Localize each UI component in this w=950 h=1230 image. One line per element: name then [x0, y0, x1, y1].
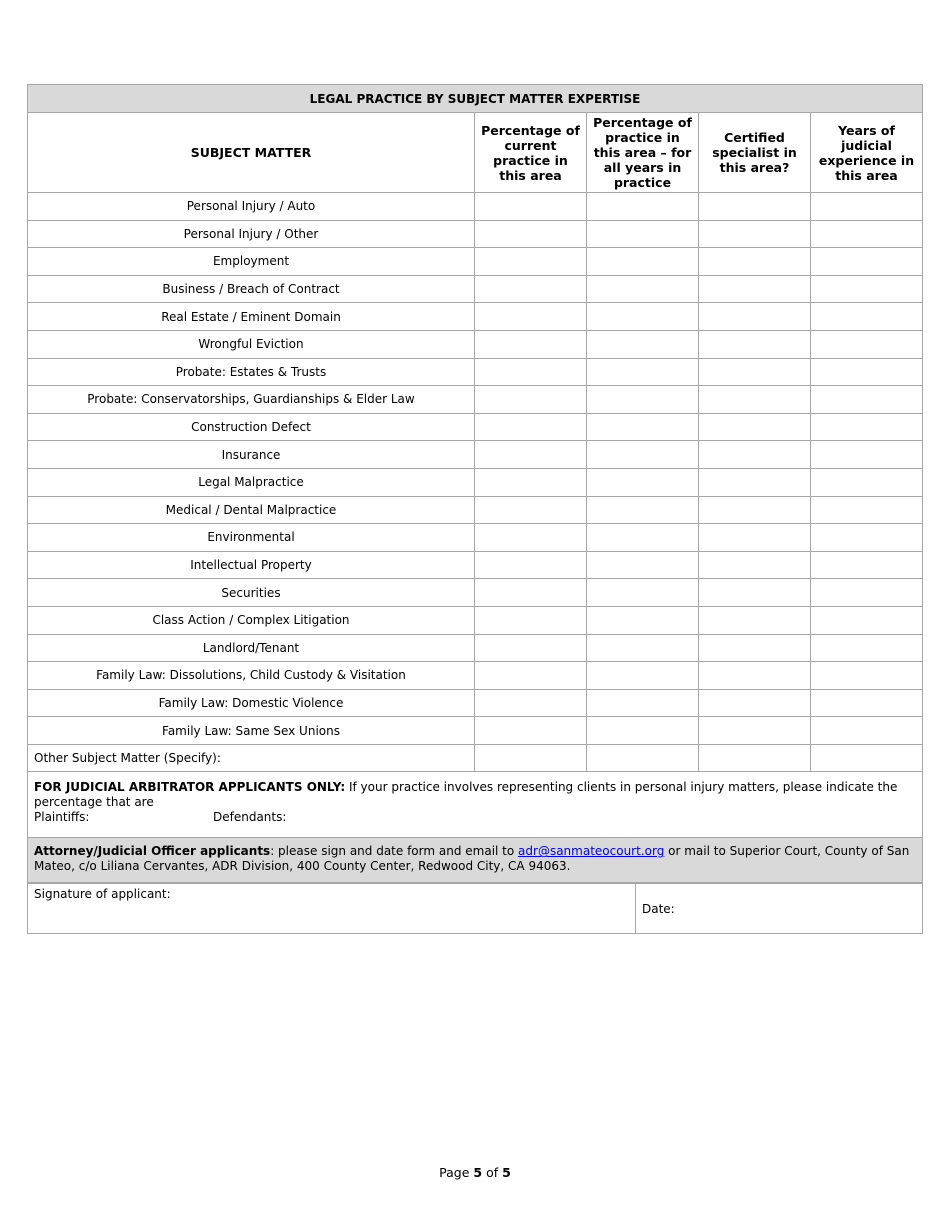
- current-percentage-cell[interactable]: [475, 634, 587, 662]
- table-row: [28, 524, 923, 552]
- total-pages: 5: [502, 1165, 511, 1180]
- certified-specialist-cell[interactable]: [699, 496, 811, 524]
- all-years-percentage-cell[interactable]: [587, 386, 699, 414]
- column-header-all-years-percentage: Percentage of practice in this area – for all years in practice: [587, 113, 699, 193]
- subject-matter-label: Other Subject Matter (Specify):: [28, 744, 475, 772]
- current-percentage-cell[interactable]: [475, 496, 587, 524]
- certified-specialist-cell[interactable]: [699, 413, 811, 441]
- certified-specialist-cell[interactable]: [699, 689, 811, 717]
- judicial-experience-cell[interactable]: [811, 220, 923, 248]
- certified-specialist-cell[interactable]: [699, 468, 811, 496]
- judicial-experience-cell[interactable]: [811, 689, 923, 717]
- judicial-experience-cell[interactable]: [811, 386, 923, 414]
- subject-matter-label: Legal Malpractice: [28, 468, 475, 496]
- certified-specialist-cell[interactable]: [699, 303, 811, 331]
- subject-matter-label: Family Law: Dissolutions, Child Custody & Visitation: [28, 662, 475, 690]
- current-percentage-cell[interactable]: [475, 606, 587, 634]
- certified-specialist-cell[interactable]: [699, 744, 811, 772]
- table-row: [28, 193, 923, 221]
- subject-matter-label: Probate: Estates & Trusts: [28, 358, 475, 386]
- table-row: [28, 551, 923, 579]
- current-percentage-cell[interactable]: [475, 330, 587, 358]
- signature-table: [27, 883, 923, 934]
- all-years-percentage-cell[interactable]: [587, 634, 699, 662]
- submission-note-text: : please sign and date form and email to: [270, 844, 519, 859]
- certified-specialist-cell[interactable]: [699, 634, 811, 662]
- table-row: [28, 441, 923, 469]
- certified-specialist-cell[interactable]: [699, 220, 811, 248]
- subject-matter-label: Intellectual Property: [28, 551, 475, 579]
- certified-specialist-cell[interactable]: [699, 606, 811, 634]
- certified-specialist-cell[interactable]: [699, 441, 811, 469]
- current-percentage-cell[interactable]: [475, 744, 587, 772]
- subject-matter-label: Landlord/Tenant: [28, 634, 475, 662]
- judicial-experience-cell[interactable]: [811, 496, 923, 524]
- column-header-certified-specialist: Certified specialist in this area?: [699, 113, 811, 193]
- all-years-percentage-cell[interactable]: [587, 606, 699, 634]
- certified-specialist-cell[interactable]: [699, 330, 811, 358]
- certified-specialist-cell[interactable]: [699, 717, 811, 745]
- table-row: [28, 275, 923, 303]
- table-row: [28, 248, 923, 276]
- current-percentage-cell[interactable]: [475, 220, 587, 248]
- current-percentage-cell[interactable]: [475, 441, 587, 469]
- judicial-experience-cell[interactable]: [811, 579, 923, 607]
- column-header-current-percentage: Percentage of current practice in this area: [475, 113, 587, 193]
- certified-specialist-cell[interactable]: [699, 275, 811, 303]
- table-row: [28, 689, 923, 717]
- subject-matter-label: Construction Defect: [28, 413, 475, 441]
- certified-specialist-cell[interactable]: [699, 662, 811, 690]
- defendants-field[interactable]: Defendants:: [213, 810, 287, 825]
- subject-matter-label: Personal Injury / Auto: [28, 193, 475, 221]
- all-years-percentage-cell[interactable]: [587, 496, 699, 524]
- all-years-percentage-cell[interactable]: [587, 358, 699, 386]
- judicial-experience-cell[interactable]: [811, 330, 923, 358]
- judicial-experience-cell[interactable]: [811, 634, 923, 662]
- table-row: [28, 634, 923, 662]
- judicial-experience-cell[interactable]: [811, 413, 923, 441]
- table-row: [28, 358, 923, 386]
- judicial-experience-cell[interactable]: [811, 744, 923, 772]
- current-percentage-cell[interactable]: [475, 275, 587, 303]
- submission-note-address: or mail to Superior Court, County of San Mateo, c/o Liliana Cervantes, ADR Division, 400 County Center, Redwood City, CA 94063.: [34, 844, 910, 874]
- all-years-percentage-cell[interactable]: [587, 193, 699, 221]
- judicial-experience-cell[interactable]: [811, 441, 923, 469]
- all-years-percentage-cell[interactable]: [587, 330, 699, 358]
- judicial-experience-cell[interactable]: [811, 358, 923, 386]
- certified-specialist-cell[interactable]: [699, 524, 811, 552]
- column-header-subject-matter: SUBJECT MATTER: [28, 113, 475, 193]
- current-percentage-cell[interactable]: [475, 689, 587, 717]
- submission-note: [28, 838, 923, 883]
- all-years-percentage-cell[interactable]: [587, 413, 699, 441]
- subject-matter-label: Probate: Conservatorships, Guardianships & Elder Law: [28, 386, 475, 414]
- arbitrator-heading: FOR JUDICIAL ARBITRATOR APPLICANTS ONLY:: [34, 780, 346, 795]
- table-row: [28, 662, 923, 690]
- judicial-experience-cell[interactable]: [811, 551, 923, 579]
- page-number: [0, 1165, 950, 1180]
- current-percentage-cell[interactable]: [475, 524, 587, 552]
- certified-specialist-cell[interactable]: [699, 551, 811, 579]
- subject-matter-label: Real Estate / Eminent Domain: [28, 303, 475, 331]
- all-years-percentage-cell[interactable]: [587, 579, 699, 607]
- table-row: [28, 579, 923, 607]
- judicial-experience-cell[interactable]: [811, 275, 923, 303]
- certified-specialist-cell[interactable]: [699, 248, 811, 276]
- current-percentage-cell[interactable]: [475, 579, 587, 607]
- subject-matter-label: Family Law: Domestic Violence: [28, 689, 475, 717]
- table-row: [28, 330, 923, 358]
- judicial-experience-cell[interactable]: [811, 662, 923, 690]
- of-word: of: [486, 1165, 499, 1180]
- all-years-percentage-cell[interactable]: [587, 744, 699, 772]
- judicial-experience-cell[interactable]: [811, 303, 923, 331]
- subject-matter-label: Class Action / Complex Litigation: [28, 606, 475, 634]
- all-years-percentage-cell[interactable]: [587, 220, 699, 248]
- table-row: [28, 303, 923, 331]
- arbitrator-parties: [34, 810, 916, 825]
- plaintiffs-field[interactable]: Plaintiffs:: [34, 810, 90, 825]
- subject-rows: [28, 193, 923, 772]
- current-percentage-cell[interactable]: [475, 413, 587, 441]
- current-percentage-cell[interactable]: [475, 193, 587, 221]
- judicial-experience-cell[interactable]: [811, 524, 923, 552]
- subject-matter-label: Securities: [28, 579, 475, 607]
- subject-matter-label: Wrongful Eviction: [28, 330, 475, 358]
- table-row: [28, 717, 923, 745]
- judicial-experience-cell[interactable]: [811, 606, 923, 634]
- page-word: Page: [439, 1165, 470, 1180]
- subject-matter-table: [27, 84, 923, 883]
- table-row: [28, 606, 923, 634]
- table-row: [28, 413, 923, 441]
- current-percentage-cell[interactable]: [475, 662, 587, 690]
- all-years-percentage-cell[interactable]: [587, 275, 699, 303]
- judicial-experience-cell[interactable]: [811, 468, 923, 496]
- judicial-experience-cell[interactable]: [811, 717, 923, 745]
- subject-matter-label: Insurance: [28, 441, 475, 469]
- all-years-percentage-cell[interactable]: [587, 524, 699, 552]
- subject-matter-label: Employment: [28, 248, 475, 276]
- table-row: [28, 468, 923, 496]
- subject-matter-label: Family Law: Same Sex Unions: [28, 717, 475, 745]
- certified-specialist-cell[interactable]: [699, 386, 811, 414]
- current-percentage-cell[interactable]: [475, 717, 587, 745]
- arbitrator-section: [28, 772, 923, 838]
- all-years-percentage-cell[interactable]: [587, 468, 699, 496]
- table-row: [28, 220, 923, 248]
- all-years-percentage-cell[interactable]: [587, 717, 699, 745]
- table-title: LEGAL PRACTICE BY SUBJECT MATTER EXPERTISE: [28, 85, 923, 113]
- subject-matter-label: Environmental: [28, 524, 475, 552]
- table-row: [28, 386, 923, 414]
- table-row: [28, 744, 923, 772]
- judicial-experience-cell[interactable]: [811, 248, 923, 276]
- all-years-percentage-cell[interactable]: [587, 303, 699, 331]
- all-years-percentage-cell[interactable]: [587, 689, 699, 717]
- current-percentage-cell[interactable]: [475, 551, 587, 579]
- signature-field[interactable]: Signature of applicant:: [28, 884, 636, 934]
- subject-matter-label: Personal Injury / Other: [28, 220, 475, 248]
- current-page: 5: [473, 1165, 483, 1180]
- email-link[interactable]: adr@sanmateocourt.org: [518, 844, 665, 859]
- all-years-percentage-cell[interactable]: [587, 248, 699, 276]
- column-header-judicial-experience: Years of judicial experience in this area: [811, 113, 923, 193]
- subject-matter-label: Business / Breach of Contract: [28, 275, 475, 303]
- all-years-percentage-cell[interactable]: [587, 551, 699, 579]
- all-years-percentage-cell[interactable]: [587, 441, 699, 469]
- current-percentage-cell[interactable]: [475, 303, 587, 331]
- current-percentage-cell[interactable]: [475, 248, 587, 276]
- certified-specialist-cell[interactable]: [699, 193, 811, 221]
- submission-note-heading: Attorney/Judicial Officer applicants: [34, 844, 271, 859]
- judicial-experience-cell[interactable]: [811, 193, 923, 221]
- current-percentage-cell[interactable]: [475, 386, 587, 414]
- table-row: [28, 496, 923, 524]
- current-percentage-cell[interactable]: [475, 468, 587, 496]
- date-field[interactable]: Date:: [636, 884, 923, 934]
- subject-matter-label: Medical / Dental Malpractice: [28, 496, 475, 524]
- arbitrator-instructions: [34, 780, 916, 810]
- certified-specialist-cell[interactable]: [699, 579, 811, 607]
- arbitrator-text: If your practice involves representing clients in personal injury matters, please indicate the percentage that are: [34, 780, 898, 810]
- certified-specialist-cell[interactable]: [699, 358, 811, 386]
- all-years-percentage-cell[interactable]: [587, 662, 699, 690]
- current-percentage-cell[interactable]: [475, 358, 587, 386]
